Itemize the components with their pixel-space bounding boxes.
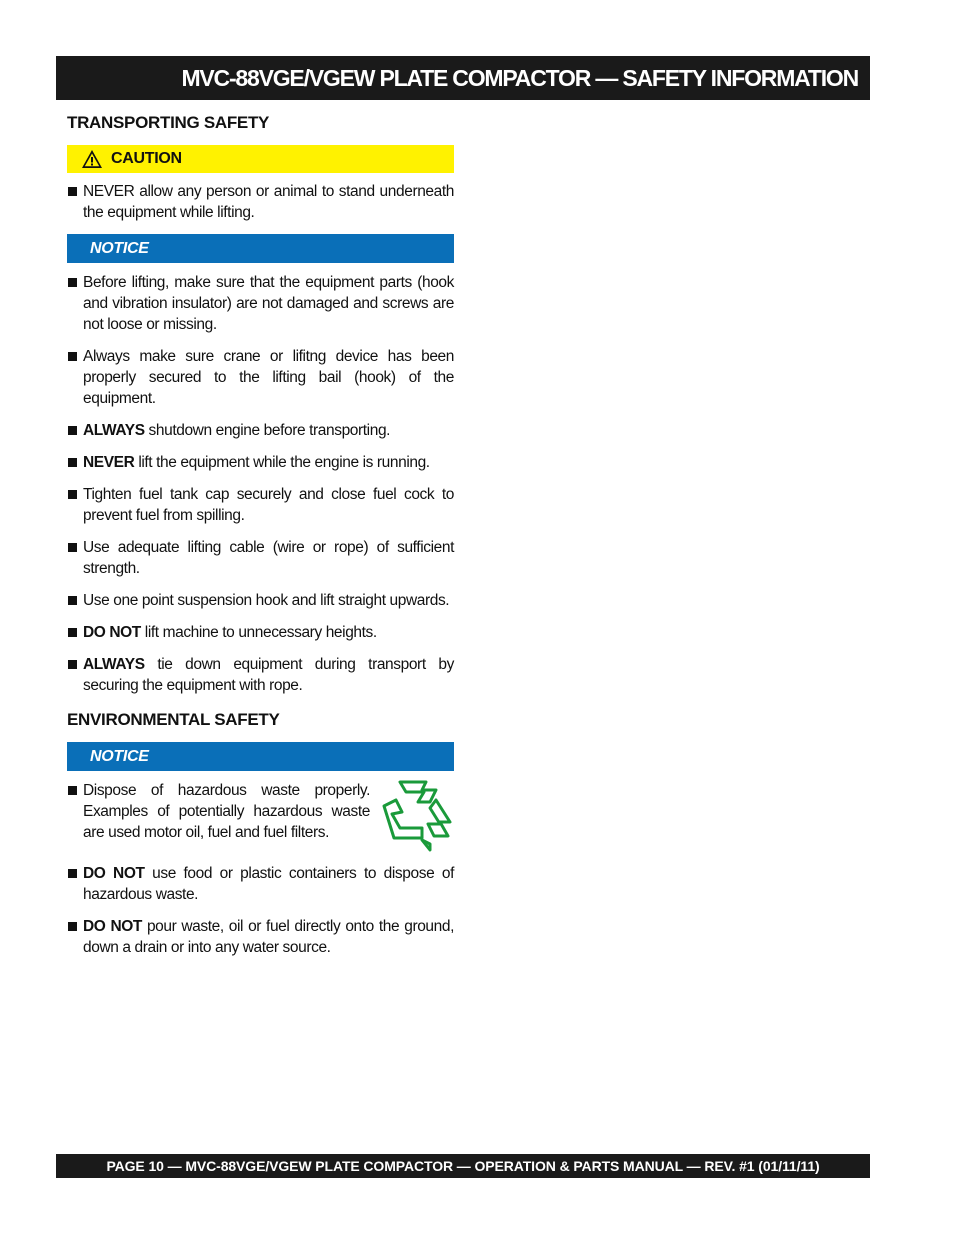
list-item	[67, 537, 454, 579]
list-item	[67, 780, 454, 852]
list-item-text: Tighten fuel tank cap securely and close fuel cock to prevent fuel from spilling.	[83, 486, 454, 524]
bullet-square-icon	[68, 922, 77, 931]
list-item	[67, 654, 454, 696]
environment-list-rest	[67, 863, 454, 958]
list-item-text: Before lifting, make sure that the equipment parts (hook and vibration insulator) are not damaged and screws are not loose or missing.	[83, 274, 454, 333]
list-item-text: pour waste, oil or fuel directly onto the ground, down a drain or into any water source.	[83, 918, 454, 956]
notice-label: NOTICE	[90, 239, 149, 257]
list-item	[67, 590, 454, 611]
bullet-square-icon	[68, 786, 77, 795]
list-item-text: Use adequate lifting cable (wire or rope) of sufficient strength.	[83, 539, 454, 577]
list-item-emphasis: DO NOT	[83, 624, 141, 641]
bullet-square-icon	[68, 278, 77, 287]
bullet-square-icon	[68, 628, 77, 637]
list-item	[67, 346, 454, 409]
footer-bar	[56, 1154, 870, 1178]
transport-notice-list	[67, 272, 454, 696]
header-bar	[56, 56, 870, 100]
list-item-text: lift the equipment while the engine is running.	[134, 454, 430, 471]
list-item-text: NEVER allow any person or animal to stand underneath the equipment while lifting.	[83, 183, 454, 221]
notice-banner	[67, 234, 454, 263]
bullet-square-icon	[68, 660, 77, 669]
list-item-text: Use one point suspension hook and lift straight upwards.	[83, 592, 450, 609]
bullet-square-icon	[68, 458, 77, 467]
content-column	[67, 113, 454, 969]
transport-section-title: TRANSPORTING SAFETY	[67, 113, 270, 132]
list-item-emphasis: DO NOT	[83, 865, 145, 882]
list-item-text: shutdown engine before transporting.	[144, 422, 391, 439]
environment-section-title: ENVIRONMENTAL SAFETY	[67, 710, 280, 729]
bullet-square-icon	[68, 869, 77, 878]
footer-text: PAGE 10 — MVC-88VGE/VGEW PLATE COMPACTOR — OPERATION & PARTS MANUAL — REV. #1 (01/11/11)	[106, 1158, 820, 1174]
list-item-emphasis: ALWAYS	[83, 656, 145, 673]
list-item	[67, 863, 454, 905]
caution-list	[67, 181, 454, 223]
list-item	[67, 181, 454, 223]
bullet-square-icon	[68, 187, 77, 196]
bullet-square-icon	[68, 543, 77, 552]
list-item-text: lift machine to unnecessary heights.	[140, 624, 377, 641]
list-item	[67, 420, 454, 441]
recycle-icon	[378, 778, 454, 852]
bullet-square-icon	[68, 352, 77, 361]
environment-notice-banner	[67, 742, 454, 771]
list-item-text: Always make sure crane or lifitng device has been properly secured to the lifting bail (hook) of the equipment.	[83, 348, 454, 407]
list-item-text: use food or plastic containers to dispose of hazardous waste.	[83, 865, 454, 903]
caution-label: CAUTION	[111, 150, 182, 167]
bullet-square-icon	[68, 490, 77, 499]
bullet-square-icon	[68, 596, 77, 605]
environment-list	[67, 780, 454, 852]
warning-triangle-icon	[81, 149, 103, 169]
list-item-emphasis: ALWAYS	[83, 422, 145, 439]
list-item-text: Dispose of hazardous waste properly. Examples of potentially hazardous waste are used motor oil, fuel and fuel filters.	[83, 782, 370, 841]
list-item	[67, 484, 454, 526]
notice-label: NOTICE	[90, 747, 149, 765]
list-item-emphasis: DO NOT	[83, 918, 142, 935]
list-item	[67, 452, 454, 473]
list-item-emphasis: NEVER	[83, 454, 135, 471]
caution-banner	[67, 145, 454, 173]
list-item	[67, 272, 454, 335]
bullet-square-icon	[68, 426, 77, 435]
list-item-text: tie down equipment during transport by securing the equipment with rope.	[83, 656, 454, 694]
list-item	[67, 916, 454, 958]
page-title: MVC-88VGE/VGEW PLATE COMPACTOR — SAFETY INFORMATION	[181, 65, 858, 91]
list-item	[67, 622, 454, 643]
